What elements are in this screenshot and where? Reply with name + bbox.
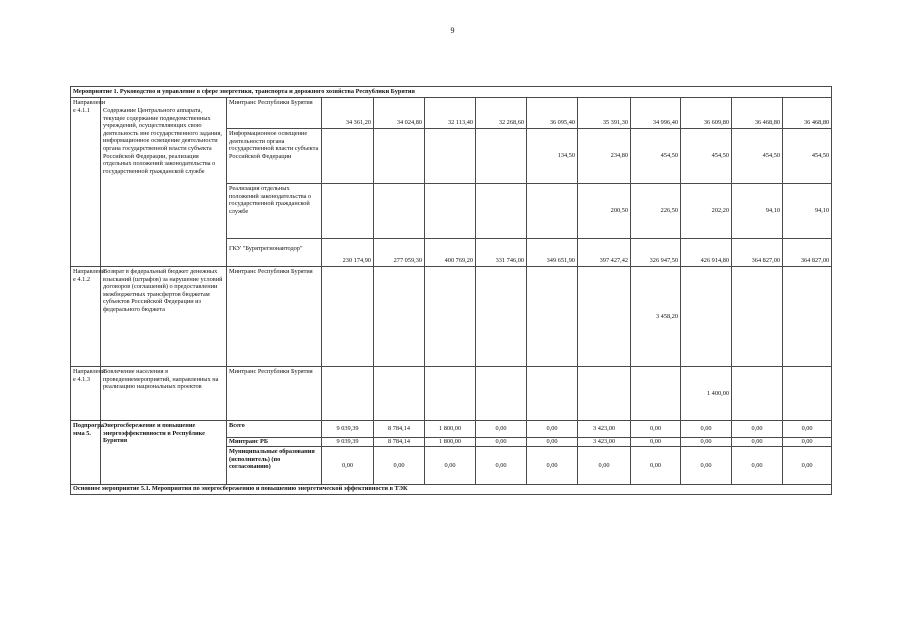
value-cell [476, 367, 527, 421]
value-cell: 0,00 [681, 421, 732, 438]
value-cell: 0,00 [631, 421, 681, 438]
value-cell: 234,80 [578, 129, 631, 184]
value-cell [732, 267, 783, 367]
value-cell [425, 367, 476, 421]
value-cell [322, 267, 374, 367]
value-cell: 36 609,80 [681, 98, 732, 129]
value-cell: 3 423,00 [578, 421, 631, 438]
value-cell: 0,00 [527, 447, 578, 485]
value-cell [322, 129, 374, 184]
value-cell: 326 947,50 [631, 239, 681, 267]
value-cell: 34 361,20 [322, 98, 374, 129]
value-cell [631, 367, 681, 421]
value-cell: 34 024,80 [374, 98, 425, 129]
value-cell: 0,00 [732, 447, 783, 485]
value-cell: 0,00 [681, 438, 732, 447]
value-cell [476, 129, 527, 184]
value-cell: 200,50 [578, 184, 631, 239]
value-cell [527, 267, 578, 367]
executor-cell: Минтранс РБ [227, 438, 322, 447]
table-row [71, 98, 832, 129]
value-cell [322, 184, 374, 239]
value-cell: 0,00 [783, 421, 832, 438]
value-cell [527, 367, 578, 421]
value-cell: 202,20 [681, 184, 732, 239]
value-cell: 0,00 [578, 447, 631, 485]
value-cell: 134,50 [527, 129, 578, 184]
value-cell [374, 267, 425, 367]
value-cell: 36 468,80 [732, 98, 783, 129]
direction-code: Направлени е 4.1.2 [71, 267, 101, 367]
value-cell: 1 800,00 [425, 438, 476, 447]
value-cell: 36 095,40 [527, 98, 578, 129]
value-cell: 454,50 [631, 129, 681, 184]
value-cell: 3 458,20 [631, 267, 681, 367]
value-cell: 0,00 [527, 421, 578, 438]
direction-code: Направлени е 4.1.1 [71, 98, 101, 267]
value-cell [578, 367, 631, 421]
value-cell: 230 174,90 [322, 239, 374, 267]
direction-code: Направлени е 4.1.3 [71, 367, 101, 421]
value-cell [476, 184, 527, 239]
value-cell: 0,00 [732, 438, 783, 447]
executor-cell: Всего [227, 421, 322, 438]
value-cell: 0,00 [374, 447, 425, 485]
value-cell: 0,00 [732, 421, 783, 438]
value-cell: 8 784,14 [374, 421, 425, 438]
value-cell: 1 800,00 [425, 421, 476, 438]
value-cell [732, 367, 783, 421]
value-cell [374, 367, 425, 421]
value-cell: 35 391,30 [578, 98, 631, 129]
subprogram-name: Энергосбережение и повышение энергоэффективности в Республике Бурятия [101, 421, 227, 485]
value-cell: 1 400,00 [681, 367, 732, 421]
section-header: Мероприятие 1. Руководство и управление в сфере энергетики, транспорта и дорожного хозяйства Республики Бурятия [71, 87, 832, 98]
executor-cell: Реализация отдельных положений законодательства о государственной гражданской службе [227, 184, 322, 239]
value-cell [374, 129, 425, 184]
value-cell: 454,50 [783, 129, 832, 184]
value-cell: 0,00 [783, 438, 832, 447]
value-cell [578, 267, 631, 367]
section-header-row [71, 87, 832, 98]
value-cell [783, 367, 832, 421]
value-cell: 0,00 [322, 447, 374, 485]
value-cell [374, 184, 425, 239]
executor-cell: Минтранс Республики Бурятия [227, 267, 322, 367]
direction-name: Вовлечение населения в проведениемероприятий, направленных на реализацию национальных проектов [101, 367, 227, 421]
value-cell: 32 268,60 [476, 98, 527, 129]
value-cell: 0,00 [425, 447, 476, 485]
value-cell [425, 267, 476, 367]
value-cell: 94,10 [732, 184, 783, 239]
budget-table [70, 86, 832, 495]
value-cell: 36 468,80 [783, 98, 832, 129]
executor-cell: ГКУ "Бурятрегионавтодор" [227, 239, 322, 267]
value-cell [681, 267, 732, 367]
value-cell: 277 059,30 [374, 239, 425, 267]
value-cell: 0,00 [476, 447, 527, 485]
subprogram-code: Подпрогра мма 5. [71, 421, 101, 485]
executor-cell: Минтранс Республики Бурятия [227, 98, 322, 129]
value-cell: 9 039,39 [322, 421, 374, 438]
value-cell: 349 651,90 [527, 239, 578, 267]
value-cell [425, 184, 476, 239]
value-cell: 397 427,42 [578, 239, 631, 267]
direction-name: Содержание Центрального аппарата, текущее содержание подведомственных учреждений, осуществляющих свою деятельность вне государственного задания, информационное освещение деятельности органа государственной власти субъекта Российской Федерации, реализация отдельных положений законодательства о государственной гражданской службе [101, 98, 227, 267]
value-cell [476, 267, 527, 367]
value-cell: 32 113,40 [425, 98, 476, 129]
value-cell: 226,50 [631, 184, 681, 239]
value-cell: 426 914,80 [681, 239, 732, 267]
value-cell: 94,10 [783, 184, 832, 239]
value-cell: 0,00 [783, 447, 832, 485]
value-cell: 0,00 [527, 438, 578, 447]
value-cell: 0,00 [476, 438, 527, 447]
value-cell: 364 827,00 [783, 239, 832, 267]
value-cell: 0,00 [476, 421, 527, 438]
executor-cell: Муниципальные образования (исполнитель) (по согласованию) [227, 447, 322, 485]
direction-name: Возврат в федеральный бюджет денежных взысканий (штрафов) за нарушение условий договоров (соглашений) о предоставлении межбюджетных трансфертов бюджетам субъектов Российской Федерации из федерального бюджета [101, 267, 227, 367]
value-cell: 34 996,40 [631, 98, 681, 129]
footer-section-row [71, 485, 832, 495]
value-cell: 400 769,20 [425, 239, 476, 267]
value-cell [527, 184, 578, 239]
table-row [71, 267, 832, 367]
value-cell: 454,50 [681, 129, 732, 184]
value-cell: 8 784,14 [374, 438, 425, 447]
table-row [71, 421, 832, 438]
value-cell: 0,00 [631, 447, 681, 485]
value-cell [783, 267, 832, 367]
value-cell: 454,50 [732, 129, 783, 184]
executor-cell: Информационное освещение деятельности органа государственной власти субъекта Российской Федерации [227, 129, 322, 184]
table-row [71, 367, 832, 421]
executor-cell: Минтранс Республики Бурятия [227, 367, 322, 421]
value-cell: 9 039,39 [322, 438, 374, 447]
footer-section: Основное мероприятие 5.1. Мероприятия по энергосбережению и повышению энергетической эффективности в ТЭК [71, 485, 832, 495]
value-cell: 364 827,00 [732, 239, 783, 267]
value-cell: 331 746,00 [476, 239, 527, 267]
value-cell: 0,00 [631, 438, 681, 447]
page-number: 9 [450, 26, 455, 35]
value-cell [425, 129, 476, 184]
value-cell: 0,00 [681, 447, 732, 485]
value-cell: 3 423,00 [578, 438, 631, 447]
value-cell [322, 367, 374, 421]
